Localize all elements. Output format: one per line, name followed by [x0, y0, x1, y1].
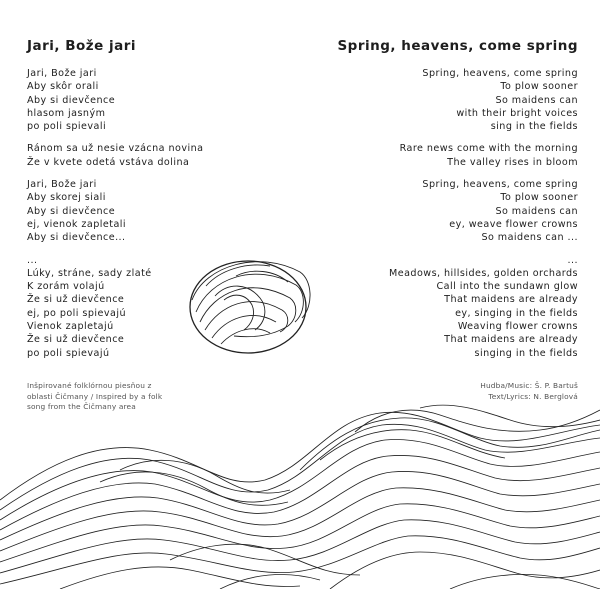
lyric-line: hlasom jasným: [27, 107, 106, 119]
flowing-hills-drawing: [0, 405, 600, 589]
lyric-line: Ránom sa už nesie vzácna novina: [27, 143, 204, 155]
lyric-line: Že si už dievčence: [27, 294, 125, 306]
english-title: Spring, heavens, come spring: [337, 38, 578, 54]
lyric-line: Lúky, stráne, sady zlaté: [27, 267, 152, 279]
lyric-line: That maidens are already: [444, 294, 578, 306]
lyric-line: Vienok zapletajú: [27, 321, 114, 333]
lyric-line: The valley rises in bloom: [447, 156, 578, 168]
lyric-line: Aby si dievčence: [27, 205, 116, 217]
lyric-line: ...: [27, 254, 38, 266]
slovak-title: Jari, Bože jari: [27, 38, 137, 54]
lyric-line: To plow sooner: [500, 192, 578, 204]
lyric-line: That maidens are already: [444, 334, 578, 346]
lyric-line: So maidens can: [495, 94, 578, 106]
lyric-line: po poli spievali: [27, 121, 107, 133]
credit-line: Text/Lyrics: N. Berglová: [488, 391, 578, 401]
lyric-line: Rare news come with the morning: [399, 143, 578, 155]
credit-line: song from the Čičmany area: [27, 402, 136, 411]
lyric-line: ej, po poli spievajú: [27, 307, 126, 319]
lyric-line: ey, weave flower crowns: [449, 218, 578, 230]
credit-line: Inšpirované folklórnou piesňou z: [27, 381, 152, 390]
lyric-line: Jari, Bože jari: [27, 68, 97, 79]
lyric-line: Aby si dievčence...: [27, 232, 126, 244]
credit-line: Hudba/Music: Š. P. Bartuš: [480, 381, 578, 390]
lyric-line: singing in the fields: [474, 347, 578, 359]
lyric-line: Spring, heavens, come spring: [422, 179, 578, 191]
credit-line: oblasti Čičmany / Inspired by a folk: [27, 391, 163, 401]
lyric-line: Aby skorej siali: [27, 192, 106, 204]
lyric-line: K zorám volajú: [27, 281, 105, 293]
lyric-line: Meadows, hillsides, golden orchards: [389, 267, 578, 279]
lyric-line: ey, singing in the fields: [455, 307, 578, 319]
lyric-line: So maidens can: [495, 205, 578, 217]
lyric-line: Spring, heavens, come spring: [422, 68, 578, 79]
lyric-line: Aby skôr orali: [27, 81, 99, 93]
lyric-line: sing in the fields: [490, 121, 578, 133]
lyric-line: Že v kvete odetá vstáva dolina: [27, 156, 190, 168]
lyric-line: Call into the sundawn glow: [436, 281, 578, 293]
lyric-line: ...: [567, 254, 578, 266]
lyric-line: po poli spievajú: [27, 347, 110, 359]
lyric-line: Jari, Bože jari: [27, 179, 97, 191]
lyric-line: So maidens can ...: [481, 232, 578, 244]
lyric-line: Weaving flower crowns: [457, 321, 578, 333]
lyric-line: with their bright voices: [456, 107, 578, 119]
lyric-line: Že si už dievčence: [27, 334, 125, 346]
round-wave-ornament: [190, 261, 310, 353]
lyric-line: ej, vienok zapletali: [27, 218, 127, 230]
lyric-line: To plow sooner: [500, 81, 578, 93]
lyric-line: Aby si dievčence: [27, 94, 116, 106]
